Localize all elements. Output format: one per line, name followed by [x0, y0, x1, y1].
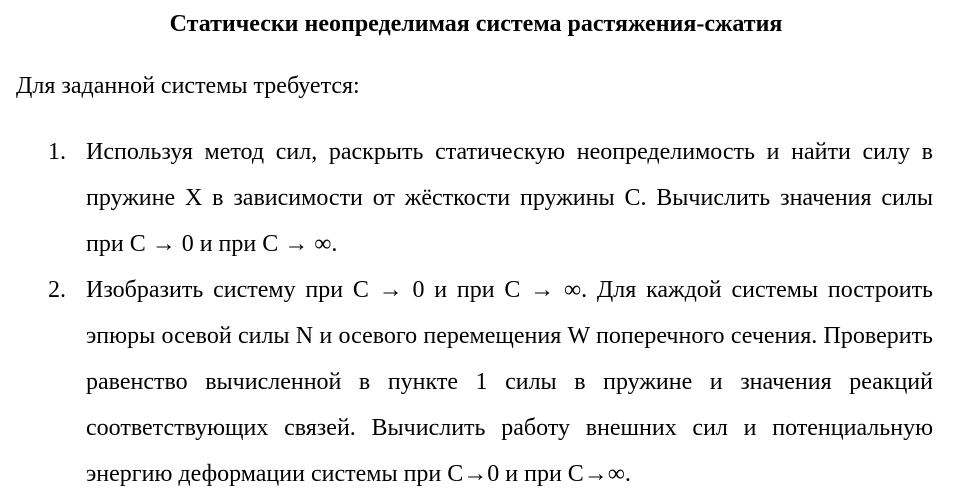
task-list: [0, 129, 960, 497]
intro-text: Для заданной системы требуется:: [16, 73, 360, 99]
task-number: 2.: [48, 277, 66, 303]
task-text: Изобразить систему при C → 0 и при C → ∞. Для каждой системы построить эпюры осевой силы N и осевого перемещения W поперечного сечения. Проверить равенство вычисленной в пункте 1 силы в пружине и значения реакций соответствующих связей. Вычислить работу внешних сил и потенциальную энергию деформации системы при C→0 и при C→∞.: [86, 277, 933, 487]
list-item: [0, 267, 960, 497]
list-item: [0, 129, 960, 267]
task-text: Используя метод сил, раскрыть статическую неопределимость и найти силу в пружине X в зависимости от жёсткости пружины C. Вычислить значения силы при C → 0 и при C → ∞.: [86, 139, 933, 257]
task-number: 1.: [48, 139, 66, 165]
document-title: Статически неопределимая система растяжения-сжатия: [169, 11, 783, 37]
